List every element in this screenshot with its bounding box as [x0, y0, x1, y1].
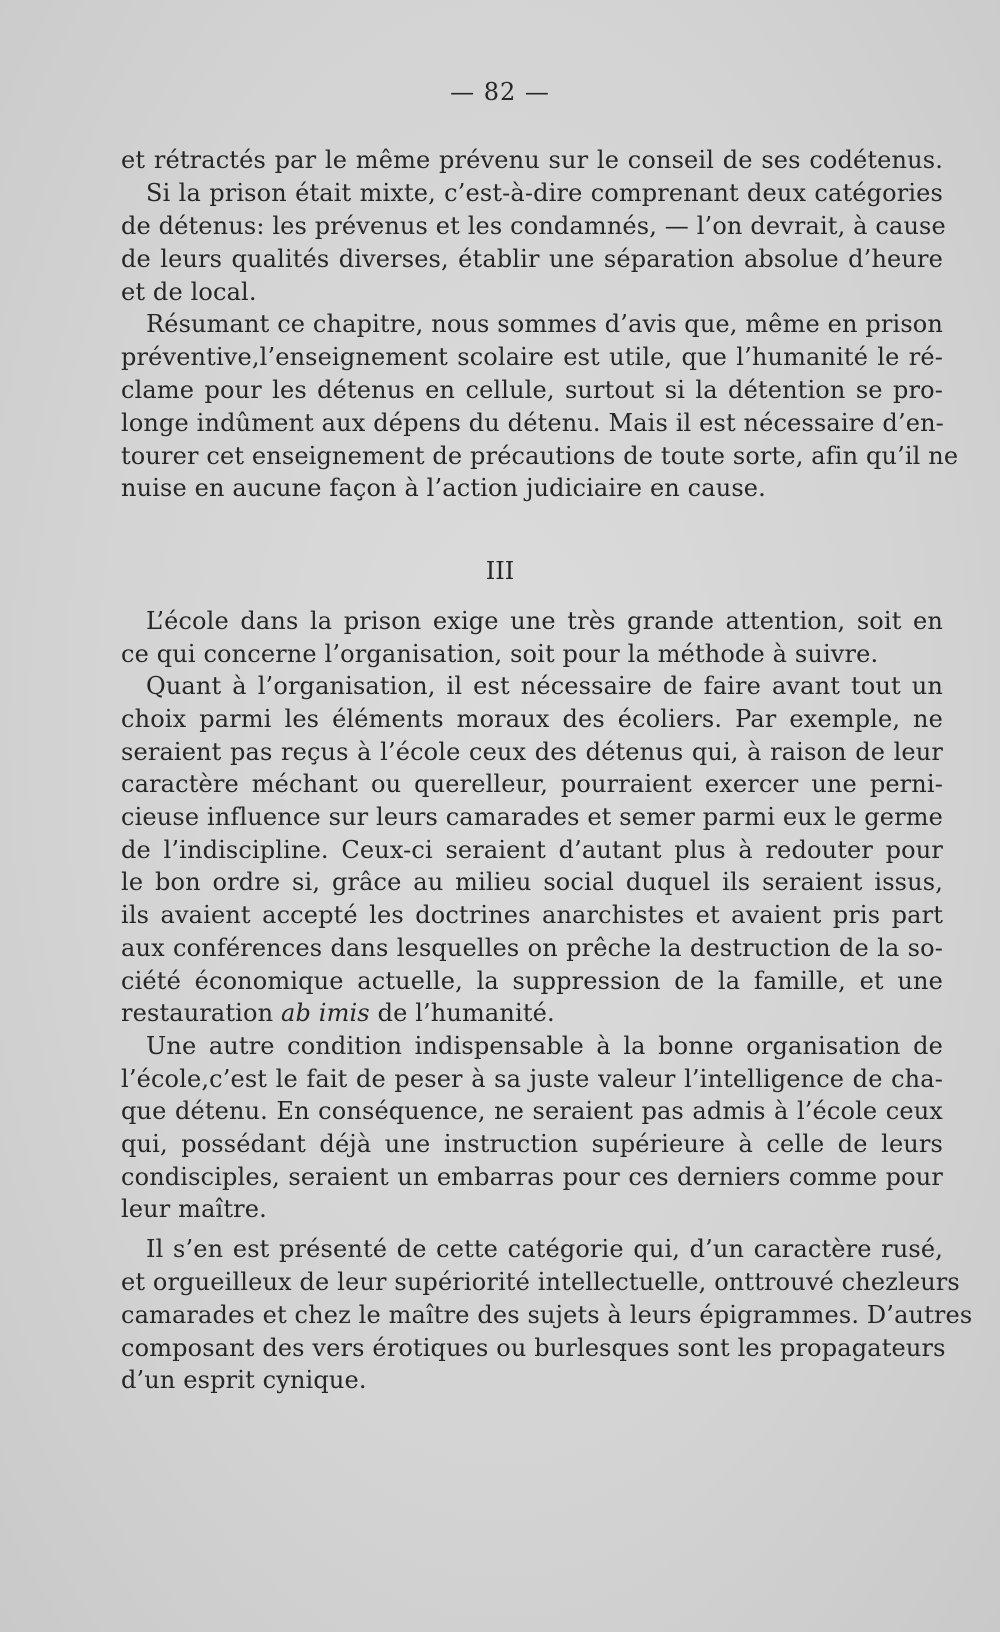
text-line: seraient pas reçus à l’école ceux des détenus qui, à raison de leur [121, 738, 943, 766]
text-line: et de local. [121, 278, 257, 306]
text-line: de détenus: les prévenus et les condamnés, — l’on devrait, à cause [121, 212, 946, 240]
section-heading: III [485, 557, 515, 585]
text-line: condisciples, seraient un embarras pour ces derniers comme pour [121, 1163, 943, 1191]
text-line: ciété économique actuelle, la suppression de la famille, et une [121, 967, 943, 995]
text-segment: de l’humanité. [377, 999, 555, 1027]
text-line: d’un esprit cynique. [121, 1366, 367, 1394]
text-line: nuise en aucune façon à l’action judiciaire en cause. [121, 474, 766, 502]
text-line: L’école dans la prison exige une très grande attention, soit en [146, 607, 943, 635]
text-line: Une autre condition indispensable à la bonne organisation de [146, 1032, 943, 1060]
text-line: ils avaient accepté les doctrines anarchistes et avaient pris part [121, 901, 943, 929]
text-line: que détenu. En conséquence, ne seraient pas admis à l’école ceux [121, 1097, 943, 1125]
text-line: camarades et chez le maître des sujets à leurs épigrammes. D’autres [121, 1301, 973, 1329]
text-line: qui, possédant déjà une instruction supérieure à celle de leurs [121, 1130, 943, 1158]
text-line-mixed [121, 998, 943, 1028]
text-line: cieuse influence sur leurs camarades et semer parmi eux le germe [121, 803, 943, 831]
text-line: de l’indiscipline. Ceux-ci seraient d’autant plus à redouter pour [121, 836, 943, 864]
text-line: et orgueilleux de leur supériorité intellectuelle, onttrouvé chezleurs [121, 1268, 960, 1296]
text-line: préventive,l’enseignement scolaire est utile, que l’humanité le ré- [121, 343, 943, 371]
text-line: le bon ordre si, grâce au milieu social duquel ils seraient issus, [121, 868, 943, 896]
text-line: longe indûment aux dépens du détenu. Mais il est nécessaire d’en- [121, 409, 944, 437]
text-line: leur maître. [121, 1195, 267, 1223]
text-line: choix parmi les éléments moraux des écoliers. Par exemple, ne [121, 705, 943, 733]
text-line: et rétractés par le même prévenu sur le conseil de ses codétenus. [121, 146, 943, 174]
text-line: Si la prison était mixte, c’est-à-dire comprenant deux catégories [146, 179, 943, 207]
text-line: Il s’en est présenté de cette catégorie qui, d’un caractère rusé, [146, 1235, 943, 1263]
text-segment: restauration [121, 999, 274, 1027]
text-line: composant des vers érotiques ou burlesques sont les propagateurs [121, 1334, 946, 1362]
text-line: Quant à l’organisation, il est nécessaire de faire avant tout un [146, 672, 943, 700]
text-line: tourer cet enseignement de précautions de toute sorte, afin qu’il ne [121, 442, 959, 470]
text-line: l’école,c’est le fait de peser à sa juste valeur l’intelligence de cha- [121, 1065, 943, 1093]
text-line: Résumant ce chapitre, nous sommes d’avis que, même en prison [146, 310, 944, 338]
text-line: clame pour les détenus en cellule, surtout si la détention se pro- [121, 376, 943, 404]
page-number: — 82 — [450, 78, 550, 106]
latin-phrase: ab imis [281, 999, 370, 1027]
text-line: aux conférences dans lesquelles on prêche la destruction de la so- [121, 934, 943, 962]
text-line: de leurs qualités diverses, établir une séparation absolue d’heure [121, 245, 943, 273]
text-line: caractère méchant ou querelleur, pourraient exercer une perni- [121, 770, 943, 798]
text-line: ce qui concerne l’organisation, soit pour la méthode à suivre. [121, 640, 879, 668]
